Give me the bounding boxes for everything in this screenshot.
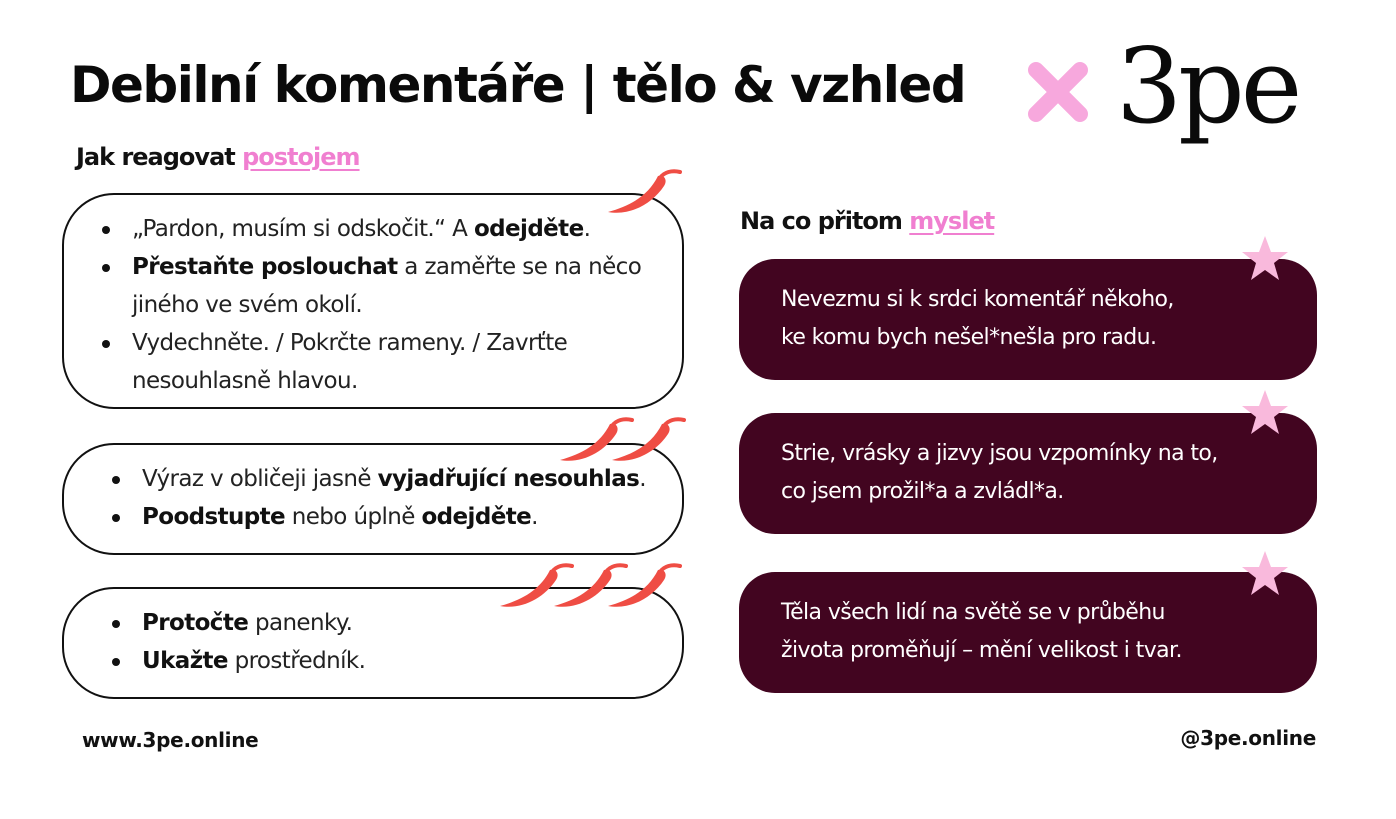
thought-card-1 bbox=[739, 259, 1317, 380]
card-line: Nevezmu si k srdci komentář někoho, bbox=[781, 287, 1174, 312]
left-heading-highlight: postojem bbox=[242, 143, 360, 171]
list-item: „Pardon, musím si odskočit.“ A odejděte. bbox=[132, 210, 641, 248]
thought-card-2 bbox=[739, 413, 1317, 534]
times-icon bbox=[1028, 62, 1088, 122]
thought-card-3 bbox=[739, 572, 1317, 693]
chili-pepper-icon bbox=[608, 414, 688, 470]
card-line: co jsem prožil*a a zvládl*a. bbox=[781, 479, 1064, 504]
list-item: Ukažte prostředník. bbox=[142, 642, 365, 680]
list-item: Poodstupte nebo úplně odejděte. bbox=[142, 498, 646, 536]
card-line: života proměňují – mění velikost i tvar. bbox=[781, 638, 1182, 663]
reaction-box-1 bbox=[62, 193, 684, 409]
card-line: Těla všech lidí na světě se v průběhu bbox=[781, 600, 1165, 625]
left-heading: Jak reagovat postojem bbox=[76, 143, 360, 171]
footer-handle: @3pe.online bbox=[1180, 726, 1316, 750]
brand-logo: 3pe bbox=[1116, 25, 1299, 147]
page-title: Debilní komentáře | tělo & vzhled bbox=[70, 56, 966, 114]
star-icon bbox=[1240, 549, 1290, 599]
list-item: Protočte panenky. bbox=[142, 604, 365, 642]
footer-website: www.3pe.online bbox=[82, 728, 259, 752]
right-heading-highlight: myslet bbox=[909, 207, 995, 235]
card-line: Strie, vrásky a jizvy jsou vzpomínky na to, bbox=[781, 441, 1218, 466]
star-icon bbox=[1240, 234, 1290, 284]
right-heading: Na co přitom myslet bbox=[740, 207, 995, 235]
list-item: Vydechněte. / Pokrčte rameny. / Zavrťte bbox=[132, 324, 641, 362]
card-line: ke komu bych nešel*nešla pro radu. bbox=[781, 325, 1157, 350]
star-icon bbox=[1240, 388, 1290, 438]
list-item: Výraz v obličeji jasně vyjadřující nesouhlas. bbox=[142, 460, 646, 498]
chili-pepper-icon bbox=[604, 166, 684, 222]
chili-pepper-icon bbox=[604, 560, 684, 616]
list-item-continuation: jiného ve svém okolí. bbox=[132, 292, 363, 318]
list-item-continuation: nesouhlasně hlavou. bbox=[132, 368, 358, 394]
list-item: Přestaňte poslouchat a zaměřte se na něco bbox=[132, 248, 641, 286]
